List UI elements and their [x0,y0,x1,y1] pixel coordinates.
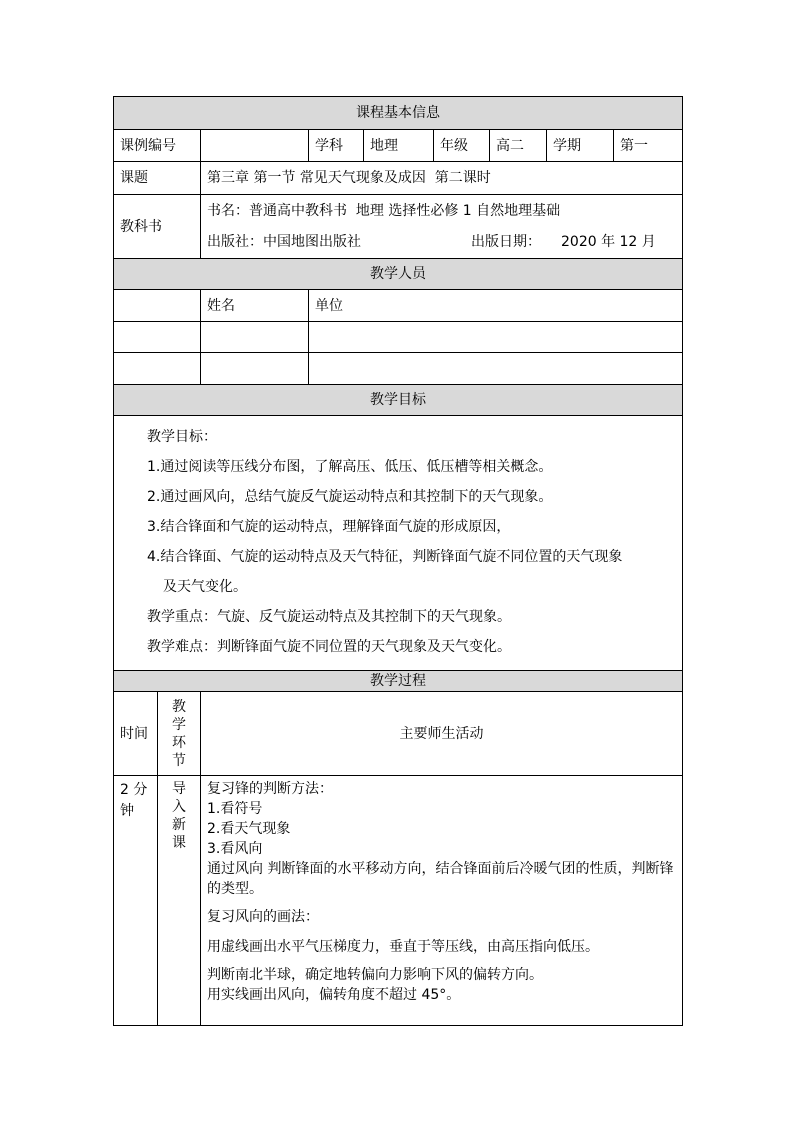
term-label: 学期 [547,130,614,162]
staff-row [114,322,683,353]
difficulties: 教学难点：判断锋面气旋不同位置的天气现象及天气变化。 [147,639,511,655]
activity-line: 判断南北半球，确定地转偏向力影响下风的偏转方向。 [207,967,543,983]
term-value: 第一 [614,130,683,162]
publisher: 出版社：中国地图出版社 [207,233,361,250]
publisher-line [207,227,676,258]
textbook-name: 书名：普通高中教科书 地理 选择性必修 1 自然地理基础 [207,202,561,219]
process-stage-cell [158,776,201,1026]
objective-item: 2.通过画风向，总结气旋反气旋运动特点和其控制下的天气现象。 [147,489,553,505]
activity-line: 的类型。 [207,881,263,897]
activity-line: 复习风向的画法： [207,909,319,925]
section-header-staff: 教学人员 [114,259,683,290]
objectives-intro: 教学目标： [147,429,217,445]
time-line: 2 分 [120,782,148,798]
activity-line: 通过风向 判断锋面的水平移动方向，结合锋面前后冷暖气团的性质，判断锋 [207,861,674,877]
activity-line: 2.看天气现象 [207,821,291,837]
topic-value: 第三章 第一节 常见天气现象及成因 第二课时 [201,162,683,195]
stage-char: 入 [172,799,186,815]
subject-value: 地理 [364,130,434,162]
section-header-basic: 课程基本信息 [114,97,683,130]
staff-name-header: 姓名 [201,290,309,322]
key-points: 教学重点：气旋、反气旋运动特点及其控制下的天气现象。 [147,609,511,625]
staff-name [201,353,309,385]
stage-char: 导 [172,781,186,797]
section-header-process: 教学过程 [114,671,683,692]
staff-unit-header: 单位 [309,290,683,322]
stage-header-char: 教 [172,698,186,715]
staff-unit [309,322,683,353]
process-time-cell [114,776,158,1026]
activity-line: 复习锋的判断方法： [207,781,333,797]
stage-char: 新 [172,817,186,833]
pub-date-label: 出版日期： [471,233,541,250]
stage-char: 课 [172,835,186,851]
staff-role-header [114,290,201,322]
grade-label: 年级 [434,130,490,162]
case-no-value [201,130,309,162]
staff-row [114,353,683,385]
process-time-header: 时间 [114,692,158,776]
stage-header-char: 学 [172,716,186,733]
process-stage-header [158,692,201,776]
staff-name [201,322,309,353]
lesson-plan-table [113,96,683,1026]
objectives-list [120,416,676,670]
stage-header-char: 节 [172,752,186,769]
grade-value: 高二 [490,130,547,162]
activity-line: 1.看符号 [207,801,263,817]
process-activity-cell [201,776,683,1026]
staff-unit [309,353,683,385]
activity-line: 3.看风向 [207,841,263,857]
process-activity-header: 主要师生活动 [201,692,683,776]
objective-item: 4.结合锋面、气旋的运动特点及天气特征，判断锋面气旋不同位置的天气现象 [147,549,623,565]
objective-item: 1.通过阅读等压线分布图，了解高压、低压、低压槽等相关概念。 [147,459,553,475]
staff-role [114,353,201,385]
objectives-body [114,416,683,671]
pub-date-value: 2020 年 12 月 [561,233,656,250]
staff-role [114,322,201,353]
activity-line: 用虚线画出水平气压梯度力，垂直于等压线，由高压指向低压。 [207,939,599,955]
case-no-label: 课例编号 [114,130,201,162]
section-header-objectives: 教学目标 [114,385,683,416]
textbook-info [201,195,683,259]
stage-header-char: 环 [172,734,186,751]
subject-label: 学科 [309,130,364,162]
topic-label: 课题 [114,162,201,195]
objective-item-continued: 及天气变化。 [163,579,247,595]
lesson-plan-sheet [113,96,682,1026]
activity-line: 用实线画出风向，偏转角度不超过 45°。 [207,987,461,1003]
objective-item: 3.结合锋面和气旋的运动特点，理解锋面气旋的形成原因， [147,519,511,535]
textbook-label: 教科书 [114,195,201,259]
time-line: 钟 [120,803,134,819]
